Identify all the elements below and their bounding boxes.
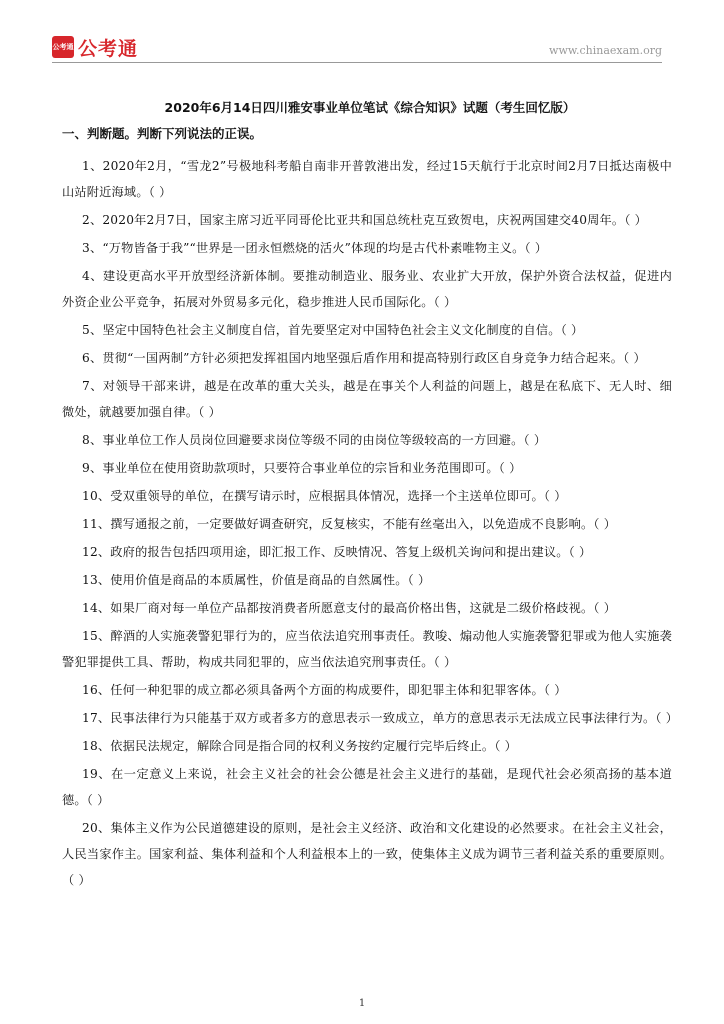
question-item: 2、2020年2月7日，国家主席习近平同哥伦比亚共和国总统杜克互致贺电，庆祝两国建交40周年。（ ） (82, 213, 648, 227)
question-item: 3、“万物皆备于我”“世界是一团永恒燃烧的活火”体现的均是古代朴素唯物主义。（ ） (82, 241, 548, 255)
question-item: 17、民事法律行为只能基于双方或者多方的意思表示一致成立，单方的意思表示无法成立民事法律行为。（ ） (82, 711, 679, 725)
brand-name: 公考通 (78, 38, 139, 60)
section-heading: 一、判断题。判断下列说法的正误。 (62, 126, 263, 141)
document-body (62, 98, 679, 895)
question-item: 12、政府的报告包括四项用途，即汇报工作、反映情况、答复上级机关询问和提出建议。（ ） (82, 545, 592, 559)
question-item: 15、醉酒的人实施袭警犯罪行为的，应当依法追究刑事责任。教唆、煽动他人实施袭警犯罪或为他人实施袭警犯罪提供工具、帮助，构成共同犯罪的，应当依法追究刑事责任。（ ） (62, 629, 672, 669)
page-header (0, 0, 724, 70)
page-number: 1 (358, 998, 366, 1009)
question-item: 16、任何一种犯罪的成立都必须具备两个方面的构成要件，即犯罪主体和犯罪客体。（ ） (82, 683, 567, 697)
question-item: 19、在一定意义上来说，社会主义社会的社会公德是社会主义进行的基础，是现代社会必须高扬的基本道德。（ ） (62, 767, 672, 807)
question-item: 8、事业单位工作人员岗位回避要求岗位等级不同的由岗位等级较高的一方回避。（ ） (82, 433, 547, 447)
question-item: 4、建设更高水平开放型经济新体制。要推动制造业、服务业、农业扩大开放，保护外资合法权益，促进内外资企业公平竞争，拓展对外贸易多元化，稳步推进人民币国际化。（ ） (62, 269, 672, 309)
document-title: 2020年6月14日四川雅安事业单位笔试《综合知识》试题（考生回忆版） (164, 100, 576, 115)
header-divider (52, 62, 662, 63)
question-item: 11、撰写通报之前，一定要做好调查研究，反复核实，不能有丝毫出入，以免造成不良影响。（ ） (82, 517, 617, 531)
site-url[interactable]: www.chinaexam.org (549, 44, 662, 57)
question-item: 18、依据民法规定，解除合同是指合同的权利义务按约定履行完毕后终止。（ ） (82, 739, 518, 753)
question-item: 7、对领导干部来讲，越是在改革的重大关头，越是在事关个人利益的问题上，越是在私底下、无人时、细微处，就越要加强自律。（ ） (62, 379, 672, 419)
question-item: 20、集体主义作为公民道德建设的原则，是社会主义经济、政治和文化建设的必然要求。在社会主义社会，人民当家作主。国家利益、集体利益和个人利益根本上的一致，使集体主义成为调节三者利益关系的重要原则。（ ） (62, 821, 672, 887)
question-item: 6、贯彻“一国两制”方针必须把发挥祖国内地坚强后盾作用和提高特别行政区自身竞争力结合起来。（ ） (82, 351, 646, 365)
question-item: 13、使用价值是商品的本质属性，价值是商品的自然属性。（ ） (82, 573, 431, 587)
question-item: 5、坚定中国特色社会主义制度自信，首先要坚定对中国特色社会主义文化制度的自信。（ ） (82, 323, 584, 337)
question-item: 1、2020年2月，“雪龙2”号极地科考船自南非开普敦港出发，经过15天航行于北京时间2月7日抵达南极中山站附近海域。（ ） (62, 159, 672, 199)
question-item: 10、受双重领导的单位，在撰写请示时，应根据具体情况，选择一个主送单位即可。（ ） (82, 489, 567, 503)
question-item: 14、如果厂商对每一单位产品都按消费者所愿意支付的最高价格出售，这就是二级价格歧视。（ ） (82, 601, 617, 615)
brand-logo-icon: 公考通 (52, 36, 74, 58)
question-item: 9、事业单位在使用资助款项时，只要符合事业单位的宗旨和业务范围即可。（ ） (82, 461, 522, 475)
